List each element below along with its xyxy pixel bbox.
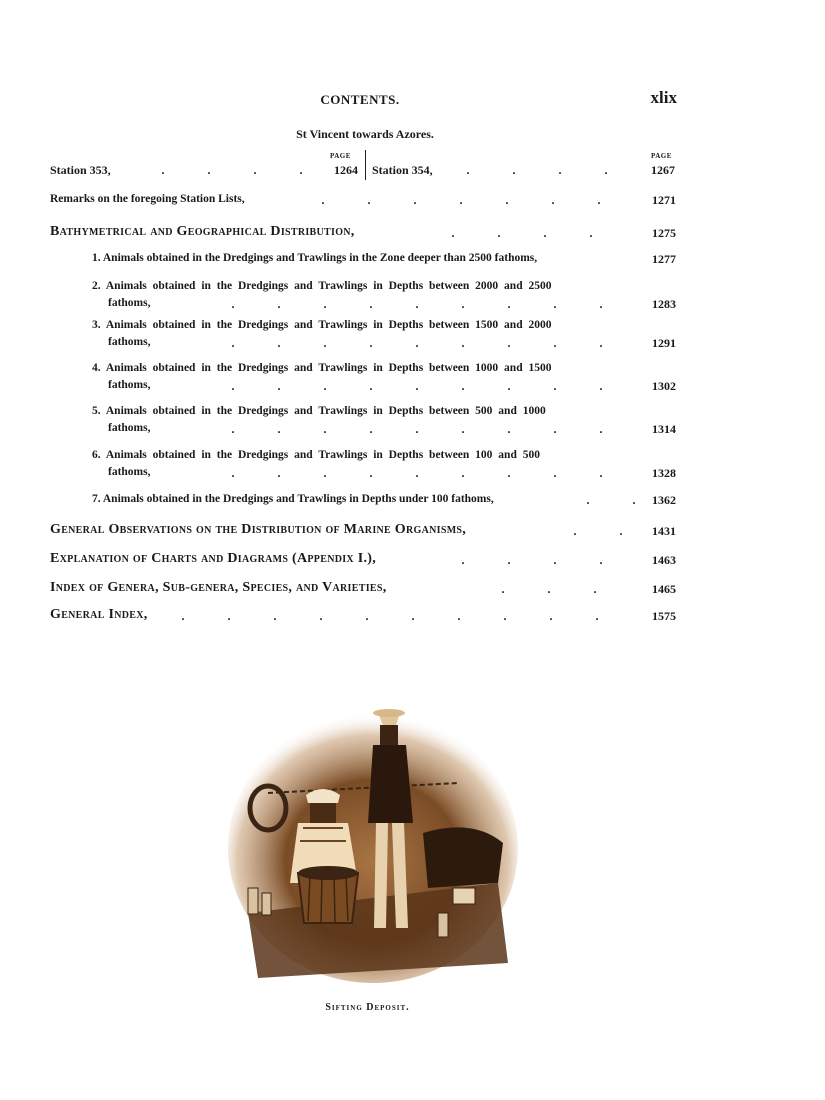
leader-dots: . . . . . . . . . . xyxy=(181,609,599,623)
sailor-head xyxy=(310,803,336,823)
leader-dots: . . xyxy=(586,493,636,507)
toc-item-5-cont: fathoms, xyxy=(108,422,151,434)
remarks-entry: Remarks on the foregoing Station Lists, xyxy=(50,193,245,205)
explanation-page: 1463 xyxy=(652,553,676,567)
leader-dots: . . . . . . . . . xyxy=(231,422,603,436)
bearded-head xyxy=(380,725,398,745)
index-genera-heading: Index of Genera, Sub-genera, Species, and Varieties, xyxy=(50,580,387,595)
leader-dots: . . . . . . . . . xyxy=(231,466,603,480)
bathymetrical-page: 1275 xyxy=(652,226,676,240)
toc-item-6-page: 1328 xyxy=(652,466,676,480)
toc-item-2-page: 1283 xyxy=(652,297,676,311)
station-354-label: Station 354, xyxy=(372,163,433,177)
toc-item-1: 1. Animals obtained in the Dredgings and Trawlings in the Zone deeper than 2500 fathoms, xyxy=(92,252,538,264)
page-number: xlix xyxy=(650,88,677,107)
column-divider xyxy=(365,150,366,180)
leader-dots: . . xyxy=(573,524,623,538)
toc-item-4-cont: fathoms, xyxy=(108,379,151,391)
toc-item-7-page: 1362 xyxy=(652,493,676,507)
toc-item-1-page: 1277 xyxy=(652,252,676,266)
jar xyxy=(248,888,258,914)
leader-dots: . . . . xyxy=(451,226,593,240)
station-354-page: 1267 xyxy=(651,163,675,177)
dog xyxy=(423,827,503,888)
remarks-page: 1271 xyxy=(652,193,676,207)
toc-item-7: 7. Animals obtained in the Dredgings and Trawlings in Depths under 100 fathoms, xyxy=(92,493,494,505)
illustration-caption: Sifting Deposit. xyxy=(325,1002,410,1013)
toc-item-3: 3. Animals obtained in the Dredgings and Trawlings in Depths between 1500 and 2000 xyxy=(92,319,552,331)
leader-dots: . . . . xyxy=(461,553,603,567)
sieve-tub xyxy=(298,873,358,923)
leader-dots: . . . . xyxy=(161,163,303,177)
general-observations-page: 1431 xyxy=(652,524,676,538)
section-subhead: St Vincent towards Azores. xyxy=(296,127,434,141)
toc-item-2: 2. Animals obtained in the Dredgings and Trawlings in Depths between 2000 and 2500 xyxy=(92,280,552,292)
toc-item-3-page: 1291 xyxy=(652,336,676,350)
toc-item-4: 4. Animals obtained in the Dredgings and Trawlings in Depths between 1000 and 1500 xyxy=(92,362,552,374)
toc-item-4-page: 1302 xyxy=(652,379,676,393)
bathymetrical-heading: Bathymetrical and Geographical Distribution, xyxy=(50,224,355,239)
page-title: CONTENTS. xyxy=(320,92,400,107)
leader-dots: . . . . . . . . . xyxy=(231,379,603,393)
trouser-left xyxy=(374,823,388,928)
leader-dots: . . . xyxy=(501,582,597,596)
toc-item-3-cont: fathoms, xyxy=(108,336,151,348)
box xyxy=(453,888,475,904)
toc-item-5: 5. Animals obtained in the Dredgings and Trawlings in Depths between 500 and 1000 xyxy=(92,405,546,417)
page-column-label: PAGE xyxy=(330,152,351,160)
general-index-page: 1575 xyxy=(652,609,676,623)
page-column-label: PAGE xyxy=(651,152,672,160)
toc-item-6-cont: fathoms, xyxy=(108,466,151,478)
toc-item-2-cont: fathoms, xyxy=(108,297,151,309)
station-353-label: Station 353, xyxy=(50,163,111,177)
general-index-heading: General Index, xyxy=(50,607,148,622)
jar xyxy=(438,913,448,937)
leader-dots: . . . . . . . xyxy=(321,193,601,207)
jar xyxy=(262,893,271,915)
explanation-heading: Explanation of Charts and Diagrams (Appendix I.), xyxy=(50,551,377,566)
coat xyxy=(368,745,413,823)
leader-dots: . . . . xyxy=(466,163,608,177)
sifting-deposit-illustration xyxy=(228,683,518,983)
station-353-page: 1264 xyxy=(334,163,358,177)
toc-item-6: 6. Animals obtained in the Dredgings and Trawlings in Depths between 100 and 500 xyxy=(92,449,540,461)
index-genera-page: 1465 xyxy=(652,582,676,596)
leader-dots: . . . . . . . . . xyxy=(231,336,603,350)
leader-dots: . . . . . . . . . xyxy=(231,297,603,311)
toc-item-5-page: 1314 xyxy=(652,422,676,436)
general-observations-heading: General Observations on the Distribution of Marine Organisms, xyxy=(50,522,467,537)
